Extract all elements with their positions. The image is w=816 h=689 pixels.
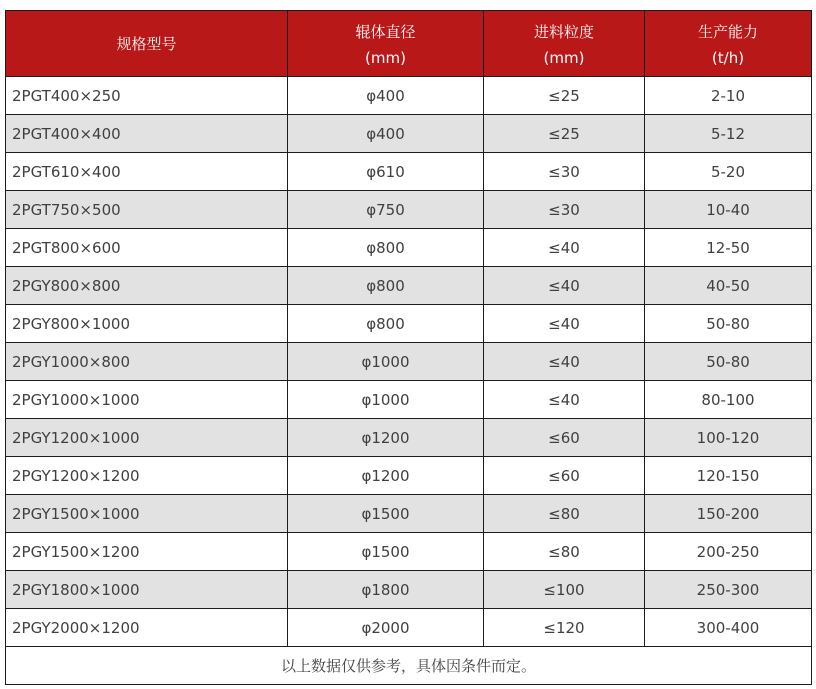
- header-capacity-unit: (t/h): [711, 48, 745, 67]
- header-model: [6, 11, 288, 77]
- cell-model: 2PGY800×1000: [6, 305, 288, 343]
- cell-capacity: 200-250: [645, 533, 812, 571]
- cell-feed: ≤30: [484, 153, 645, 191]
- cell-capacity: 250-300: [645, 571, 812, 609]
- table-row: [6, 571, 812, 609]
- cell-feed: ≤40: [484, 381, 645, 419]
- table-header: [6, 11, 812, 77]
- cell-diameter: φ1200: [288, 419, 484, 457]
- table-row: [6, 419, 812, 457]
- cell-diameter: φ1000: [288, 381, 484, 419]
- cell-capacity: 50-80: [645, 343, 812, 381]
- cell-model: 2PGY1500×1200: [6, 533, 288, 571]
- cell-feed: ≤40: [484, 229, 645, 267]
- table-row: [6, 191, 812, 229]
- cell-model: 2PGY2000×1200: [6, 609, 288, 647]
- cell-capacity: 50-80: [645, 305, 812, 343]
- cell-diameter: φ800: [288, 267, 484, 305]
- cell-capacity: 12-50: [645, 229, 812, 267]
- cell-model: 2PGY1200×1000: [6, 419, 288, 457]
- cell-diameter: φ1000: [288, 343, 484, 381]
- cell-feed: ≤120: [484, 609, 645, 647]
- cell-model: 2PGT800×600: [6, 229, 288, 267]
- cell-capacity: 2-10: [645, 77, 812, 115]
- cell-capacity: 80-100: [645, 381, 812, 419]
- table-row: [6, 457, 812, 495]
- header-model-label: 规格型号: [116, 35, 177, 53]
- cell-model: 2PGT750×500: [6, 191, 288, 229]
- header-capacity: [645, 11, 812, 77]
- cell-diameter: φ2000: [288, 609, 484, 647]
- cell-feed: ≤30: [484, 191, 645, 229]
- cell-model: 2PGT400×400: [6, 115, 288, 153]
- cell-capacity: 10-40: [645, 191, 812, 229]
- cell-capacity: 100-120: [645, 419, 812, 457]
- table-row: [6, 153, 812, 191]
- cell-feed: ≤40: [484, 305, 645, 343]
- cell-diameter: φ800: [288, 305, 484, 343]
- cell-model: 2PGY1800×1000: [6, 571, 288, 609]
- header-diameter-label: 辊体直径: [355, 22, 416, 41]
- cell-diameter: φ400: [288, 115, 484, 153]
- header-feed-unit: (mm): [543, 48, 585, 67]
- cell-diameter: φ1800: [288, 571, 484, 609]
- cell-model: 2PGT400×250: [6, 77, 288, 115]
- table-footer: [6, 647, 812, 685]
- cell-feed: ≤80: [484, 495, 645, 533]
- header-diameter-unit: (mm): [365, 48, 406, 67]
- header-capacity-label: 生产能力: [697, 22, 758, 41]
- header-feed-label: 进料粒度: [533, 22, 594, 41]
- cell-capacity: 5-12: [645, 115, 812, 153]
- spec-table: [5, 10, 812, 685]
- table-row: [6, 115, 812, 153]
- table-row: [6, 343, 812, 381]
- cell-feed: ≤100: [484, 571, 645, 609]
- cell-diameter: φ610: [288, 153, 484, 191]
- cell-model: 2PGY1200×1200: [6, 457, 288, 495]
- cell-model: 2PGY1000×1000: [6, 381, 288, 419]
- cell-feed: ≤60: [484, 419, 645, 457]
- table-footnote: 以上数据仅供参考，具体因条件而定。: [6, 647, 812, 685]
- header-diameter: [288, 11, 484, 77]
- cell-diameter: φ800: [288, 229, 484, 267]
- header-feed: [484, 11, 645, 77]
- cell-model: 2PGY1500×1000: [6, 495, 288, 533]
- table-row: [6, 267, 812, 305]
- table-row: [6, 77, 812, 115]
- cell-diameter: φ1200: [288, 457, 484, 495]
- cell-diameter: φ750: [288, 191, 484, 229]
- cell-model: 2PGT610×400: [6, 153, 288, 191]
- footnote-row: [6, 647, 812, 685]
- cell-feed: ≤60: [484, 457, 645, 495]
- cell-capacity: 5-20: [645, 153, 812, 191]
- table-row: [6, 229, 812, 267]
- cell-feed: ≤40: [484, 267, 645, 305]
- cell-feed: ≤25: [484, 115, 645, 153]
- table-row: [6, 609, 812, 647]
- cell-diameter: φ1500: [288, 533, 484, 571]
- cell-model: 2PGY1000×800: [6, 343, 288, 381]
- cell-diameter: φ1500: [288, 495, 484, 533]
- table-body: [6, 77, 812, 647]
- table-row: [6, 381, 812, 419]
- table-row: [6, 533, 812, 571]
- cell-feed: ≤25: [484, 77, 645, 115]
- cell-diameter: φ400: [288, 77, 484, 115]
- table-row: [6, 495, 812, 533]
- cell-feed: ≤80: [484, 533, 645, 571]
- cell-capacity: 120-150: [645, 457, 812, 495]
- cell-feed: ≤40: [484, 343, 645, 381]
- cell-model: 2PGY800×800: [6, 267, 288, 305]
- cell-capacity: 40-50: [645, 267, 812, 305]
- table-row: [6, 305, 812, 343]
- cell-capacity: 150-200: [645, 495, 812, 533]
- cell-capacity: 300-400: [645, 609, 812, 647]
- header-row: [6, 11, 812, 77]
